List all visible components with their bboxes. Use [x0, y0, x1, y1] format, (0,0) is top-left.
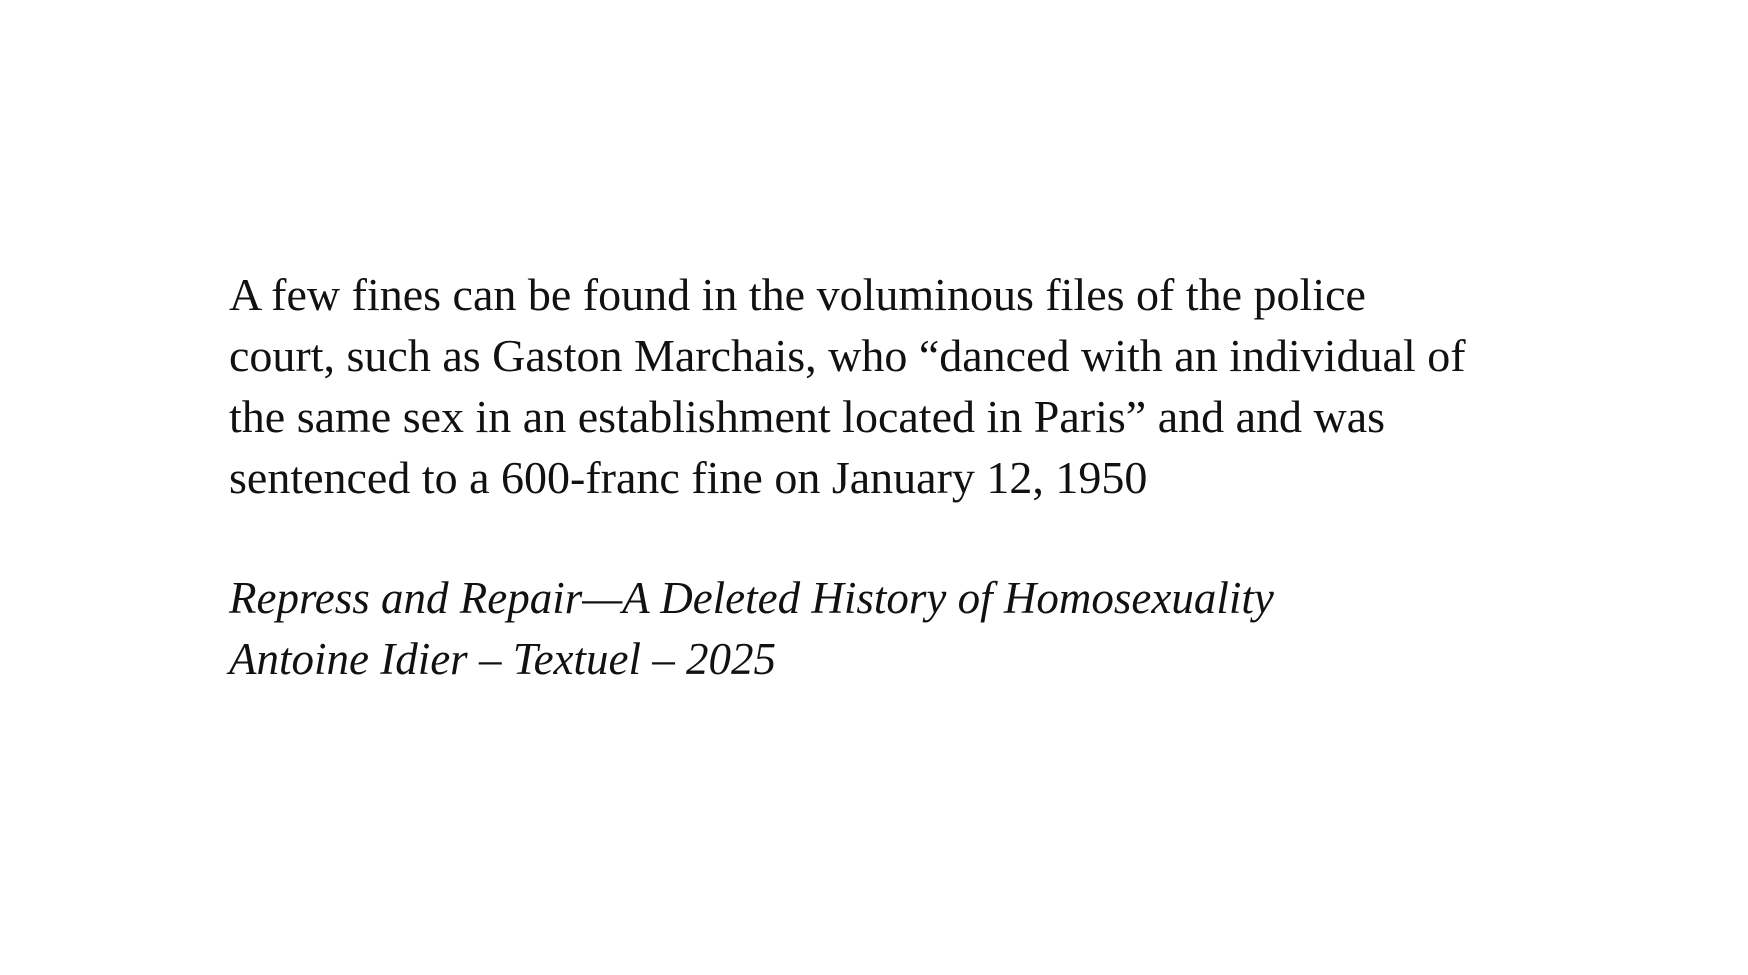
quote-line-1: A few fines can be found in the voluminous files of the police: [229, 269, 1366, 320]
citation-byline: Antoine Idier – Textuel – 2025: [229, 634, 777, 684]
citation-title: Repress and Repair—A Deleted History of Homosexuality: [229, 573, 1274, 623]
quote-block: [229, 264, 1629, 508]
quote-line-4: sentenced to a 600-franc fine on January 12, 1950: [229, 452, 1148, 503]
quote-line-3: the same sex in an establishment located in Paris” and and was: [229, 391, 1386, 442]
quote-line-2: court, such as Gaston Marchais, who “danced with an individual of: [229, 330, 1466, 381]
slide-content: [229, 264, 1629, 690]
citation-block: [229, 568, 1629, 690]
